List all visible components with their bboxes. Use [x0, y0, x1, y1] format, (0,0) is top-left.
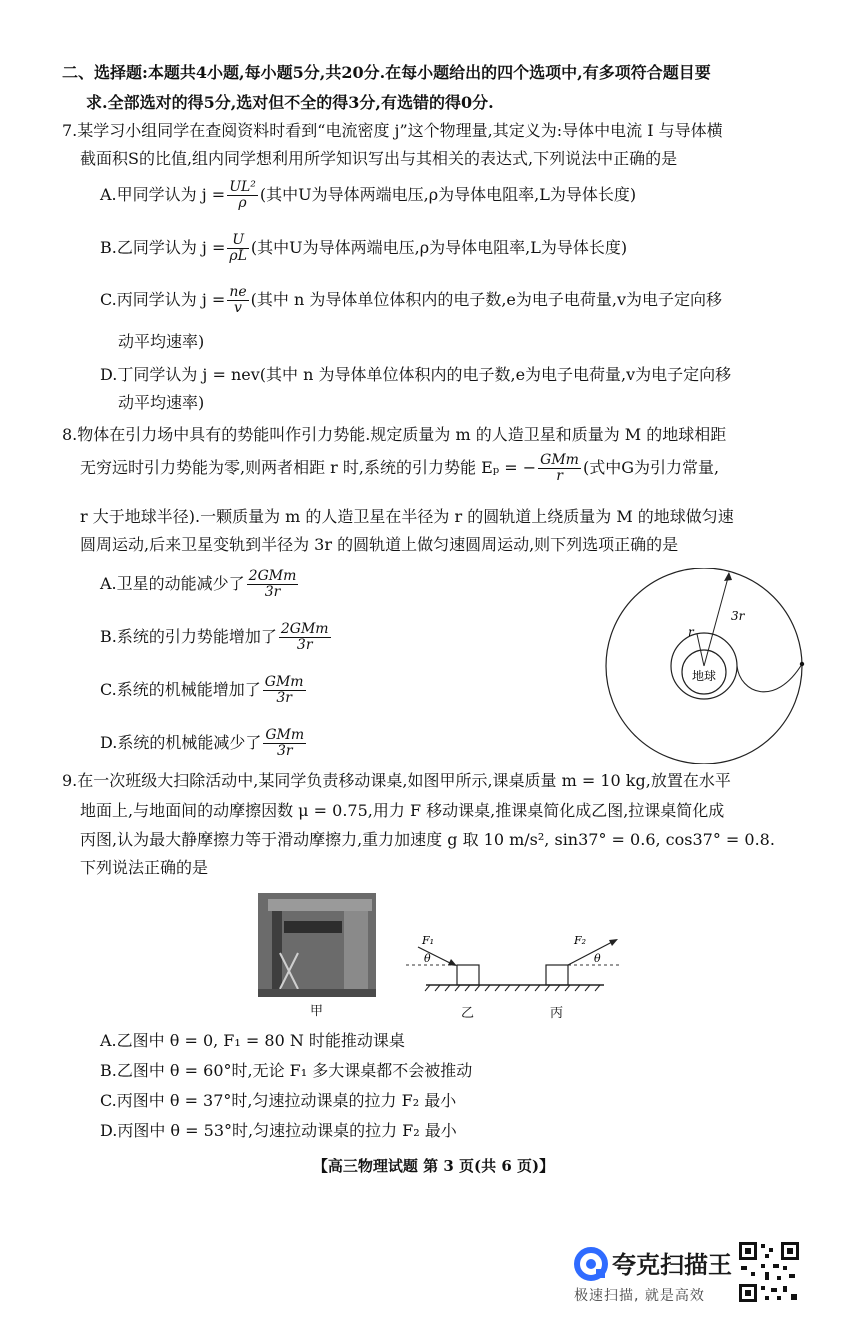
q9-stem-line3: 丙图,认为最大静摩擦力等于滑动摩擦力,重力加速度 g 取 10 m/s², sin37° = 0.6, cos37° = 0.8. [80, 830, 775, 849]
scanner-app-slogan: 极速扫描, 就是高效 [574, 1288, 705, 1304]
page-footer: 【高三物理试题 第 3 页(共 6 页)】 [312, 1157, 555, 1175]
bing-theta-label: θ [594, 952, 601, 965]
f2-label: F₂ [574, 934, 587, 947]
desk-photo [258, 893, 376, 997]
force-diagrams [400, 925, 630, 1005]
q7-option-a: A.甲同学认为 j = $\frac{\text{UL²}}{\rho}$ (其中U为导体两端电压,ρ为导体电阻率,L为导体长度) [100, 179, 637, 211]
q7-stem-line1: 7.某学习小组同学在查阅资料时看到“电流密度 j”这个物理量,其定义为:导体中电流 I 与导体横 [62, 121, 723, 140]
label-r: r [688, 625, 694, 639]
fig-label-yi: 乙 [461, 1006, 475, 1021]
arrowhead-icon [724, 572, 732, 581]
satellite-dot [800, 662, 804, 666]
ground-hatch [425, 985, 600, 991]
radius-3r-line [704, 574, 729, 666]
q8-stem-line2: 无穷远时引力势能为零,则两者相距 r 时,系统的引力势能 Eₚ = − $\frac{\text{GMm}}{r}$ (式中G为引力常量, [80, 452, 720, 484]
yi-theta-label: θ [424, 952, 431, 965]
fig-label-bing: 丙 [550, 1006, 564, 1021]
section-heading-line1: 二、选择题:本题共4小题,每小题5分,共20分.在每小题给出的四个选项中,有多项符合题目要 [62, 63, 711, 82]
q8-potential-fraction: $\frac{\text{GMm}}{r}$ [540, 452, 579, 484]
q8-option-d: D.系统的机械能减少了 $\frac{\text{GMm}}{3r}$ [100, 727, 305, 759]
label-earth: 地球 [692, 669, 717, 683]
q7-option-d-line2: 动平均速率) [118, 393, 205, 412]
transfer-orbit [737, 664, 802, 692]
q9-stem-line1: 9.在一次班级大扫除活动中,某同学负责移动课桌,如图甲所示,课桌质量 m = 10 kg,放置在水平 [62, 771, 731, 790]
qr-code-icon [737, 1240, 801, 1304]
q7-option-c: C.丙同学认为 j = $\frac{ne}{v}$ (其中 n 为导体单位体积内的电子数,e为电子电荷量,v为电子定向移 [100, 284, 723, 316]
bing-desk-box [546, 965, 568, 985]
q8-option-b: B.系统的引力势能增加了 $\frac{\text{2GMm}}{3r}$ [100, 621, 329, 653]
q9-stem-line2: 地面上,与地面间的动摩擦因数 μ = 0.75,用力 F 移动课桌,推课桌简化成乙图,拉课桌简化成 [80, 801, 725, 820]
q8-option-a: A.卫星的动能减少了 $\frac{\text{2GMm}}{3r}$ [100, 568, 297, 600]
q8-c-fraction: $\frac{\text{GMm}}{3r}$ [264, 674, 304, 706]
q8-a-fraction: $\frac{\text{2GMm}}{3r}$ [248, 568, 297, 600]
q8-stem-line3: r 大于地球半径).一颗质量为 m 的人造卫星在半径为 r 的圆轨道上绕质量为 M 的地球做匀速 [80, 507, 734, 526]
q7-b-fraction: $\frac{U}{\rho L}$ [229, 232, 247, 264]
q8-stem-line1: 8.物体在引力场中具有的势能叫作引力势能.规定质量为 m 的人造卫星和质量为 M 的地球相距 [62, 425, 727, 444]
scanner-logo-icon [574, 1247, 608, 1281]
yi-desk-box [457, 965, 479, 985]
q8-b-fraction: $\frac{\text{2GMm}}{3r}$ [280, 621, 329, 653]
label-3r: 3r [731, 609, 745, 623]
f1-arrowhead-icon [448, 959, 457, 966]
fig-label-jia: 甲 [310, 1004, 324, 1019]
q9-option-a: A.乙图中 θ = 0, F₁ = 80 N 时能推动课桌 [100, 1031, 405, 1050]
section-heading-line2: 求.全部选对的得5分,选对但不全的得3分,有选错的得0分. [86, 93, 494, 112]
q7-option-b: B.乙同学认为 j = $\frac{U}{\rho L}$ (其中U为导体两端电压,ρ为导体电阻率,L为导体长度) [100, 232, 628, 264]
f2-arrowhead-icon [609, 939, 618, 946]
f1-label: F₁ [422, 934, 435, 947]
q7-stem-line2: 截面积S的比值,组内同学想利用所学知识写出与其相关的表达式,下列说法中正确的是 [80, 149, 678, 168]
q9-option-c: C.丙图中 θ = 37°时,匀速拉动课桌的拉力 F₂ 最小 [100, 1091, 457, 1110]
q7-a-fraction: $\frac{\text{UL²}}{\rho}$ [229, 179, 256, 211]
q9-option-d: D.丙图中 θ = 53°时,匀速拉动课桌的拉力 F₂ 最小 [100, 1121, 457, 1140]
q8-stem-line4: 圆周运动,后来卫星变轨到半径为 3r 的圆轨道上做匀速圆周运动,则下列选项正确的是 [80, 535, 679, 554]
q9-option-b: B.乙图中 θ = 60°时,无论 F₁ 多大课桌都不会被推动 [100, 1061, 473, 1080]
orbit-diagram [600, 568, 820, 764]
q7-option-d: D.丁同学认为 j = nev(其中 n 为导体单位体积内的电子数,e为电子电荷量,v为电子定向移 [100, 365, 732, 384]
q9-stem-line4: 下列说法正确的是 [80, 858, 209, 877]
q7-option-c-line2: 动平均速率) [118, 332, 205, 351]
desk-photo-sketch [258, 893, 376, 997]
q7-c-fraction: $\frac{ne}{v}$ [229, 284, 247, 316]
q8-d-fraction: $\frac{\text{GMm}}{3r}$ [265, 727, 305, 759]
q8-option-c: C.系统的机械能增加了 $\frac{\text{GMm}}{3r}$ [100, 674, 304, 706]
scanner-app-title: 夸克扫描王 [612, 1251, 732, 1279]
